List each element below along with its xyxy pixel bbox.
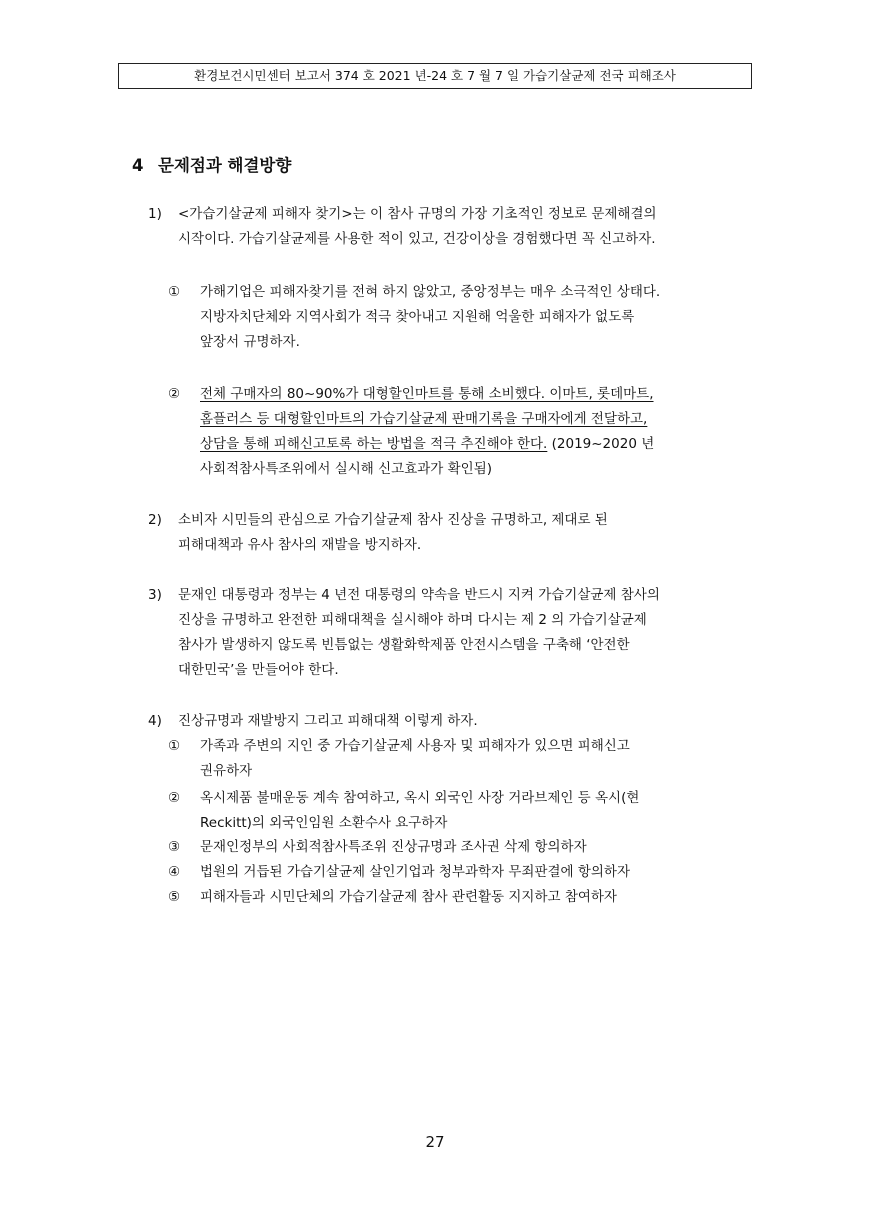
item-marker: 3) <box>148 587 162 603</box>
text-line: 참사가 발생하지 않도록 빈틈없는 생활화학제품 안전시스템을 구축해 ‘안전한 <box>178 637 630 653</box>
text-line: 진상규명과 재발방지 그리고 피해대책 이렇게 하자. <box>178 713 478 729</box>
text-line: 가족과 주변의 지인 중 가습기살균제 사용자 및 피해자가 있으면 피해신고 <box>200 738 630 754</box>
text-line: (2019~2020 년 <box>547 436 655 452</box>
underlined-line: 전체 구매자의 80~90%가 대형할인마트를 통해 소비했다. 이마트, 롯데마트, <box>200 386 654 402</box>
text-line: 문재인정부의 사회적참사특조위 진상규명과 조사권 삭제 항의하자 <box>200 839 587 855</box>
section-heading <box>132 152 291 176</box>
text-line: Reckitt)의 외국인임원 소환수사 요구하자 <box>200 815 448 831</box>
section-number: 4 <box>132 156 144 175</box>
item-1-text <box>178 202 657 252</box>
subitem-marker: ③ <box>168 839 181 855</box>
subitem-marker: ④ <box>168 864 181 880</box>
text-line: 진상을 규명하고 완전한 피해대책을 실시해야 하며 다시는 제 2 의 가습기살균제 <box>178 612 647 628</box>
section-title: 문제점과 해결방향 <box>158 156 292 175</box>
subitem-marker: ② <box>168 790 181 806</box>
subitem-marker: ① <box>168 284 181 300</box>
subitem-marker: ① <box>168 738 181 754</box>
subitem-4-2-text <box>200 786 639 836</box>
text-line: 법원의 거듭된 가습기살균제 살인기업과 청부과학자 무죄판결에 항의하자 <box>200 864 631 880</box>
subitem-marker: ⑤ <box>168 889 181 905</box>
item-2-text <box>178 508 608 558</box>
text-line: 문재인 대통령과 정부는 4 년전 대통령의 약속을 반드시 지켜 가습기살균제 참사의 <box>178 587 660 603</box>
subitem-4-5-text <box>200 885 617 910</box>
subitem-4-3-text <box>200 835 587 860</box>
text-line: 옥시제품 불매운동 계속 참여하고, 옥시 외국인 사장 거라브제인 등 옥시(현 <box>200 790 640 806</box>
text-line: <가습기살균제 피해자 찾기>는 이 참사 규명의 가장 기초적인 정보로 문제해결의 <box>178 206 657 222</box>
subitem-1-1-text <box>200 280 660 355</box>
text-line: 피해자들과 시민단체의 가습기살균제 참사 관련활동 지지하고 참여하자 <box>200 889 617 905</box>
item-marker: 1) <box>148 206 162 222</box>
text-line: 사회적참사특조위에서 실시해 신고효과가 확인됨) <box>200 461 493 477</box>
report-header <box>118 63 752 89</box>
subitem-4-1-text <box>200 734 630 784</box>
text-line: 소비자 시민들의 관심으로 가습기살균제 참사 진상을 규명하고, 제대로 된 <box>178 512 608 528</box>
underlined-line: 홈플러스 등 대형할인마트의 가습기살균제 판매기록을 구매자에게 전달하고, <box>200 411 648 427</box>
page-number: 27 <box>425 1133 445 1151</box>
underlined-line: 상담을 통해 피해신고토록 하는 방법을 적극 추진해야 한다. <box>200 436 548 452</box>
subitem-4-4-text <box>200 860 630 885</box>
report-header-text: 환경보건시민센터 보고서 374 호 2021 년-24 호 7 월 7 일 가습기살균제 전국 피해조사 <box>194 68 676 83</box>
item-4-text <box>178 709 478 734</box>
subitem-marker: ② <box>168 386 181 402</box>
text-line: 권유하자 <box>200 763 253 779</box>
text-line: 시작이다. 가습기살균제를 사용한 적이 있고, 건강이상을 경험했다면 꼭 신고하자. <box>178 231 656 247</box>
text-line: 가해기업은 피해자찾기를 전혀 하지 않았고, 중앙정부는 매우 소극적인 상태다. <box>200 284 661 300</box>
text-line: 대한민국’을 만들어야 한다. <box>178 662 339 678</box>
item-3-text <box>178 583 660 683</box>
text-line: 피해대책과 유사 참사의 재발을 방지하자. <box>178 537 422 553</box>
subitem-1-2-text <box>200 382 654 482</box>
item-marker: 2) <box>148 512 162 528</box>
text-line: 지방자치단체와 지역사회가 적극 찾아내고 지원해 억울한 피해자가 없도록 <box>200 309 635 325</box>
text-line: 앞장서 규명하자. <box>200 334 300 350</box>
mixed-line <box>200 432 654 457</box>
item-marker: 4) <box>148 713 162 729</box>
